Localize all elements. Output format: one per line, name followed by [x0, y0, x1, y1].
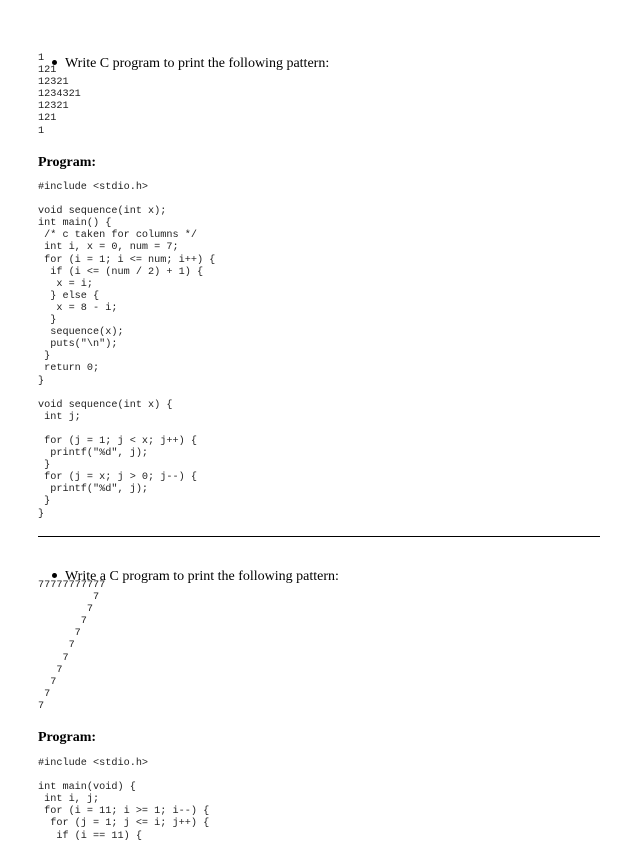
pattern-output-2	[38, 580, 105, 713]
code-line: #include <stdio.h>	[38, 182, 149, 193]
code-line: int j;	[38, 411, 81, 423]
code-line: puts("\n");	[38, 339, 118, 351]
code-line: return 0;	[38, 363, 100, 375]
code-line: }	[38, 351, 51, 363]
bullet-item-1	[38, 40, 329, 88]
code-line: printf("%d", j);	[38, 448, 149, 460]
code-line: #include <stdio.h>	[38, 758, 149, 769]
code-line: for (j = x; j > 0; j--) {	[38, 472, 197, 484]
code-line: }	[38, 508, 45, 520]
code-line: }	[38, 375, 45, 387]
pattern-line: 7	[38, 604, 94, 616]
pattern-line: 7	[38, 688, 51, 700]
code-line: int i, x = 0, num = 7;	[38, 242, 179, 254]
pattern-line: 7	[38, 592, 100, 604]
bullet-dot-icon	[52, 573, 57, 578]
pattern-line: 7	[38, 652, 69, 664]
code-line: int i, j;	[38, 794, 100, 806]
code-line: for (j = 1; j < x; j++) {	[38, 435, 197, 447]
code-line: if (i == 11) {	[38, 830, 142, 842]
code-line: }	[38, 315, 57, 327]
code-line	[38, 770, 209, 782]
code-line: for (i = 11; i >= 1; i--) {	[38, 806, 210, 818]
section-divider	[38, 536, 600, 537]
code-line	[38, 194, 215, 206]
bullet-text-2: Write a C program to print the following pattern:	[65, 569, 339, 584]
code-block-1	[38, 182, 215, 521]
code-line: void sequence(int x);	[38, 206, 167, 218]
pattern-line: 12321	[38, 101, 69, 113]
code-line: if (i <= (num / 2) + 1) {	[38, 266, 204, 278]
code-line: } else {	[38, 290, 100, 302]
pattern-line: 7	[38, 700, 45, 712]
code-line: }	[38, 496, 51, 508]
pattern-line: 1234321	[38, 89, 81, 101]
pattern-line: 7	[38, 676, 57, 688]
pattern-line: 121	[38, 65, 57, 77]
program-heading-2: Program:	[38, 730, 97, 745]
code-line: int main() {	[38, 218, 112, 230]
code-line: x = i;	[38, 278, 94, 290]
code-line: for (i = 1; i <= num; i++) {	[38, 254, 216, 266]
pattern-line: 7	[38, 628, 81, 640]
pattern-line: 77777777777	[38, 580, 106, 591]
code-line: sequence(x);	[38, 327, 124, 339]
pattern-output-1	[38, 53, 81, 138]
code-line	[38, 388, 215, 400]
program-heading-1: Program:	[38, 155, 97, 170]
pattern-line: 7	[38, 640, 75, 652]
code-line: for (j = 1; j <= i; j++) {	[38, 818, 210, 830]
pattern-line: 1	[38, 53, 45, 64]
pattern-line: 12321	[38, 77, 69, 89]
code-line: }	[38, 460, 51, 472]
code-line: /* c taken for columns */	[38, 230, 197, 242]
code-line: x = 8 - i;	[38, 302, 118, 314]
code-line: int main(void) {	[38, 782, 136, 794]
code-block-2	[38, 758, 209, 843]
pattern-line: 7	[38, 664, 63, 676]
pattern-line: 1	[38, 125, 45, 137]
pattern-line: 121	[38, 113, 57, 125]
code-line: printf("%d", j);	[38, 484, 149, 496]
pattern-line: 7	[38, 616, 87, 628]
code-line: void sequence(int x) {	[38, 399, 173, 411]
bullet-text-1: Write C program to print the following pattern:	[65, 56, 330, 71]
code-line	[38, 424, 215, 436]
